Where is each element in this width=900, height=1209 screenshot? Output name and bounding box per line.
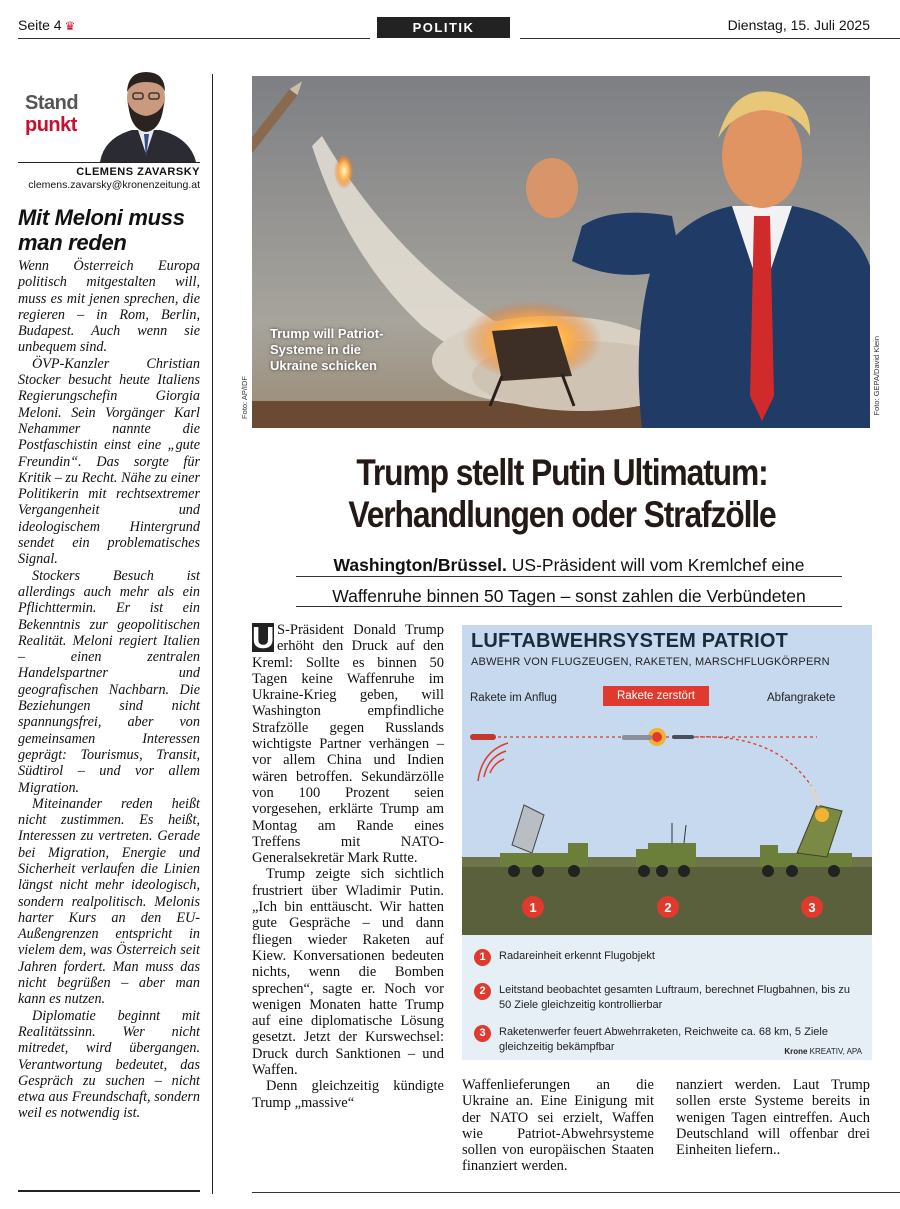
issue-date: Dienstag, 15. Juli 2025	[727, 17, 870, 33]
standpunkt-label-line1: Stand	[25, 92, 79, 114]
photo-credit-left: Foto: AP/IDF	[240, 376, 249, 419]
sub-line2: Waffenruhe binnen 50 Tagen – sonst zahlen die Verbündeten	[332, 586, 806, 606]
credit-rest: KREATIV, APA	[807, 1047, 862, 1056]
step-marker-3	[801, 896, 823, 918]
step-marker-2	[657, 896, 679, 918]
page-number: Seite 4 ♛	[18, 17, 76, 33]
comment-body	[18, 258, 200, 1122]
infographic-illustration	[462, 625, 872, 935]
header-rule-left	[18, 38, 370, 39]
article-headline	[295, 452, 828, 536]
infographic-credit	[784, 1047, 862, 1056]
photo-credit-right: Foto: GEPA/David Klein	[872, 336, 881, 416]
label-interceptor: Abfangrakete	[767, 692, 836, 704]
dateline: Washington/Brüssel.	[333, 555, 507, 575]
step-marker-1	[522, 896, 544, 918]
author-email[interactable]: clemens.zavarsky@kronenzeitung.at	[28, 179, 200, 191]
label-incoming-missile: Rakete im Anflug	[470, 692, 557, 704]
lead-photo	[252, 76, 870, 428]
legend-text: Radareinheit erkennt Flugobjekt	[499, 950, 655, 962]
comment-paragraph: ÖVP-Kanzler Christian Stocker besucht heute Italiens Regierungschefin Giorgia Meloni. Sein Vorgänger Karl Nehammer nannte die Postfaschistin einst eine „gute Freundin“. Das sorgte für Kritik – zu Recht. Nähe zu einer Politikerin mit rechtsextremer Vergangenheit und ideologischem Hintergrund sendet ein problematisches Signal.	[18, 355, 200, 568]
author-portrait	[92, 66, 200, 162]
step-marker-number: 1	[529, 900, 537, 915]
legend-item-2	[474, 983, 854, 1013]
author-rule	[18, 162, 200, 163]
label-missile-destroyed: Rakete zerstört	[603, 686, 709, 706]
author-name: CLEMENS ZAVARSKY	[76, 166, 200, 178]
patriot-infographic	[462, 625, 872, 1060]
headline-line2: Verhandlungen oder Strafzölle	[348, 494, 776, 535]
article-paragraph: nanziert werden. Laut Trump sollen erste Systeme bereits in wenigen Tagen eintreffen. Auch Deutschland will offenbar drei Einheiten liefern..	[676, 1077, 870, 1159]
standpunkt-label-line2: punkt	[25, 114, 77, 136]
header-rule-right	[520, 38, 900, 39]
article-column-3	[676, 1077, 870, 1158]
section-label: POLITIK	[377, 17, 510, 38]
legend-text: Leitstand beobachtet gesamten Luftraum, berechnet Flugbahnen, bis zu 50 Ziele gleichzeitig kontrollierbar	[499, 984, 851, 1011]
drop-cap: U	[252, 620, 275, 655]
credit-brand: Krone	[784, 1047, 808, 1056]
standpunkt-label	[25, 92, 78, 136]
legend-number: 2	[474, 983, 491, 1000]
comment-paragraph: Wenn Österreich Europa politisch mitgestalten will, muss es mit jenen sprechen, die regieren – in Rom, Berlin, Budapest. Auch wenn sie unbequem sind.	[18, 258, 200, 356]
comment-bottom-rule	[18, 1190, 200, 1192]
article-column-1	[252, 622, 444, 1111]
step-marker-number: 3	[808, 900, 816, 915]
crown-icon: ♛	[64, 19, 76, 33]
legend-number: 3	[474, 1025, 491, 1042]
column-divider	[212, 74, 213, 1194]
step-marker-number: 2	[664, 900, 672, 915]
article-paragraph: Denn gleichzeitig kündigte Trump „massive“	[252, 1078, 444, 1111]
comment-title: Mit Meloni muss man reden	[18, 205, 185, 255]
photo-caption: Trump will Patriot-Systeme in die Ukraine schicken	[270, 326, 384, 373]
legend-number: 1	[474, 949, 491, 966]
sub-line1: US-Präsident will vom Kremlchef eine	[511, 555, 805, 575]
article-paragraph: Trump zeigte sich sichtlich frustriert über Wladimir Putin. „Ich bin enttäuscht. Wir hatten gute Gespräche – und dann fliegen wieder Raketen auf Kiew. Konversationen bedeuten nichts, wenn die Bomben sprechen“, sagte er. Noch vor wenigen Monaten hatte Trump auf eine diplomatische Lösung gesetzt. Jetzt der Kurswechsel: Druck durch Sanktionen – und Waffen.	[252, 866, 444, 1079]
article-paragraph: S-Präsident Donald Trump erhöht den Druck auf den Kreml: Sollte es binnen 50 Tagen keine Waffenruhe im Ukraine-Krieg geben, will Washington empfindliche Strafzölle gegen Russlands wichtigste Partner verhängen – vor allem China und Indien wären betroffen. Sekundärzölle von 100 Prozent seien vorgesehen, erklärte Trump am Montag am Rande eines Treffens mit NATO-Generalsekretär Mark Rutte.	[252, 622, 444, 867]
article-paragraph: Waffenlieferungen an die Ukraine an. Eine Einigung mit der NATO sei erzielt, Waffen wie Patriot-Abwehrsysteme sollen von europäischen Staaten finanziert werden.	[462, 1077, 654, 1175]
comment-paragraph: Stockers Besuch ist allerdings auch mehr als ein Pflichttermin. Er ist ein Bekenntnis zur geopolitischen Realität. Meloni regiert Italien – einen zentralen Handelspartner und geografischen Nachbarn. Die Beziehungen sind nicht spannungsfrei, aber von gemeinsamen Interessen geprägt: Tourismus, Transit, Südtirol – und vor allem Migration.	[18, 567, 200, 796]
article-column-2	[462, 1077, 654, 1175]
legend-item-1	[474, 949, 655, 966]
sub-rule-bottom	[296, 606, 842, 607]
sub-rule-top	[296, 576, 842, 577]
infographic-title: LUFTABWEHRSYSTEM PATRIOT	[471, 630, 788, 652]
infographic-legend	[462, 935, 872, 1060]
infographic-subtitle: ABWEHR VON FLUGZEUGEN, RAKETEN, MARSCHFLUGKÖRPERN	[471, 656, 830, 668]
comment-paragraph: Diplomatie beginnt mit Realitätssinn. Wer nicht mitredet, wird übergangen. Verantwortung bedeutet, das Gespräch zu suchen – nicht etwa aus Freundschaft, sondern weil es notwendig ist.	[18, 1007, 200, 1122]
incoming-missile-icon	[470, 734, 496, 740]
headline-line1: Trump stellt Putin Ultimatum:	[356, 452, 768, 493]
bottom-rule	[252, 1192, 900, 1193]
legend-text: Raketenwerfer feuert Abwehrraketen, Reichweite ca. 68 km, 5 Ziele gleichzeitig bekämpfbar	[499, 1026, 828, 1053]
article-subheadline	[296, 550, 842, 612]
comment-paragraph: Miteinander reden heißt nicht zustimmen. Es heißt, Interessen zu vertreten. Gerade bei Migration, Energie und Sicherheit verlaufen die Linien längst nicht mehr ideologisch, sondern realpolitisch. Melonis harter Kurs an den EU-Außengrenzen entspricht in vielem dem, was Österreich seit Jahren fordert. Man muss das nicht begrüßen – aber man kann es nutzen.	[18, 795, 200, 1008]
